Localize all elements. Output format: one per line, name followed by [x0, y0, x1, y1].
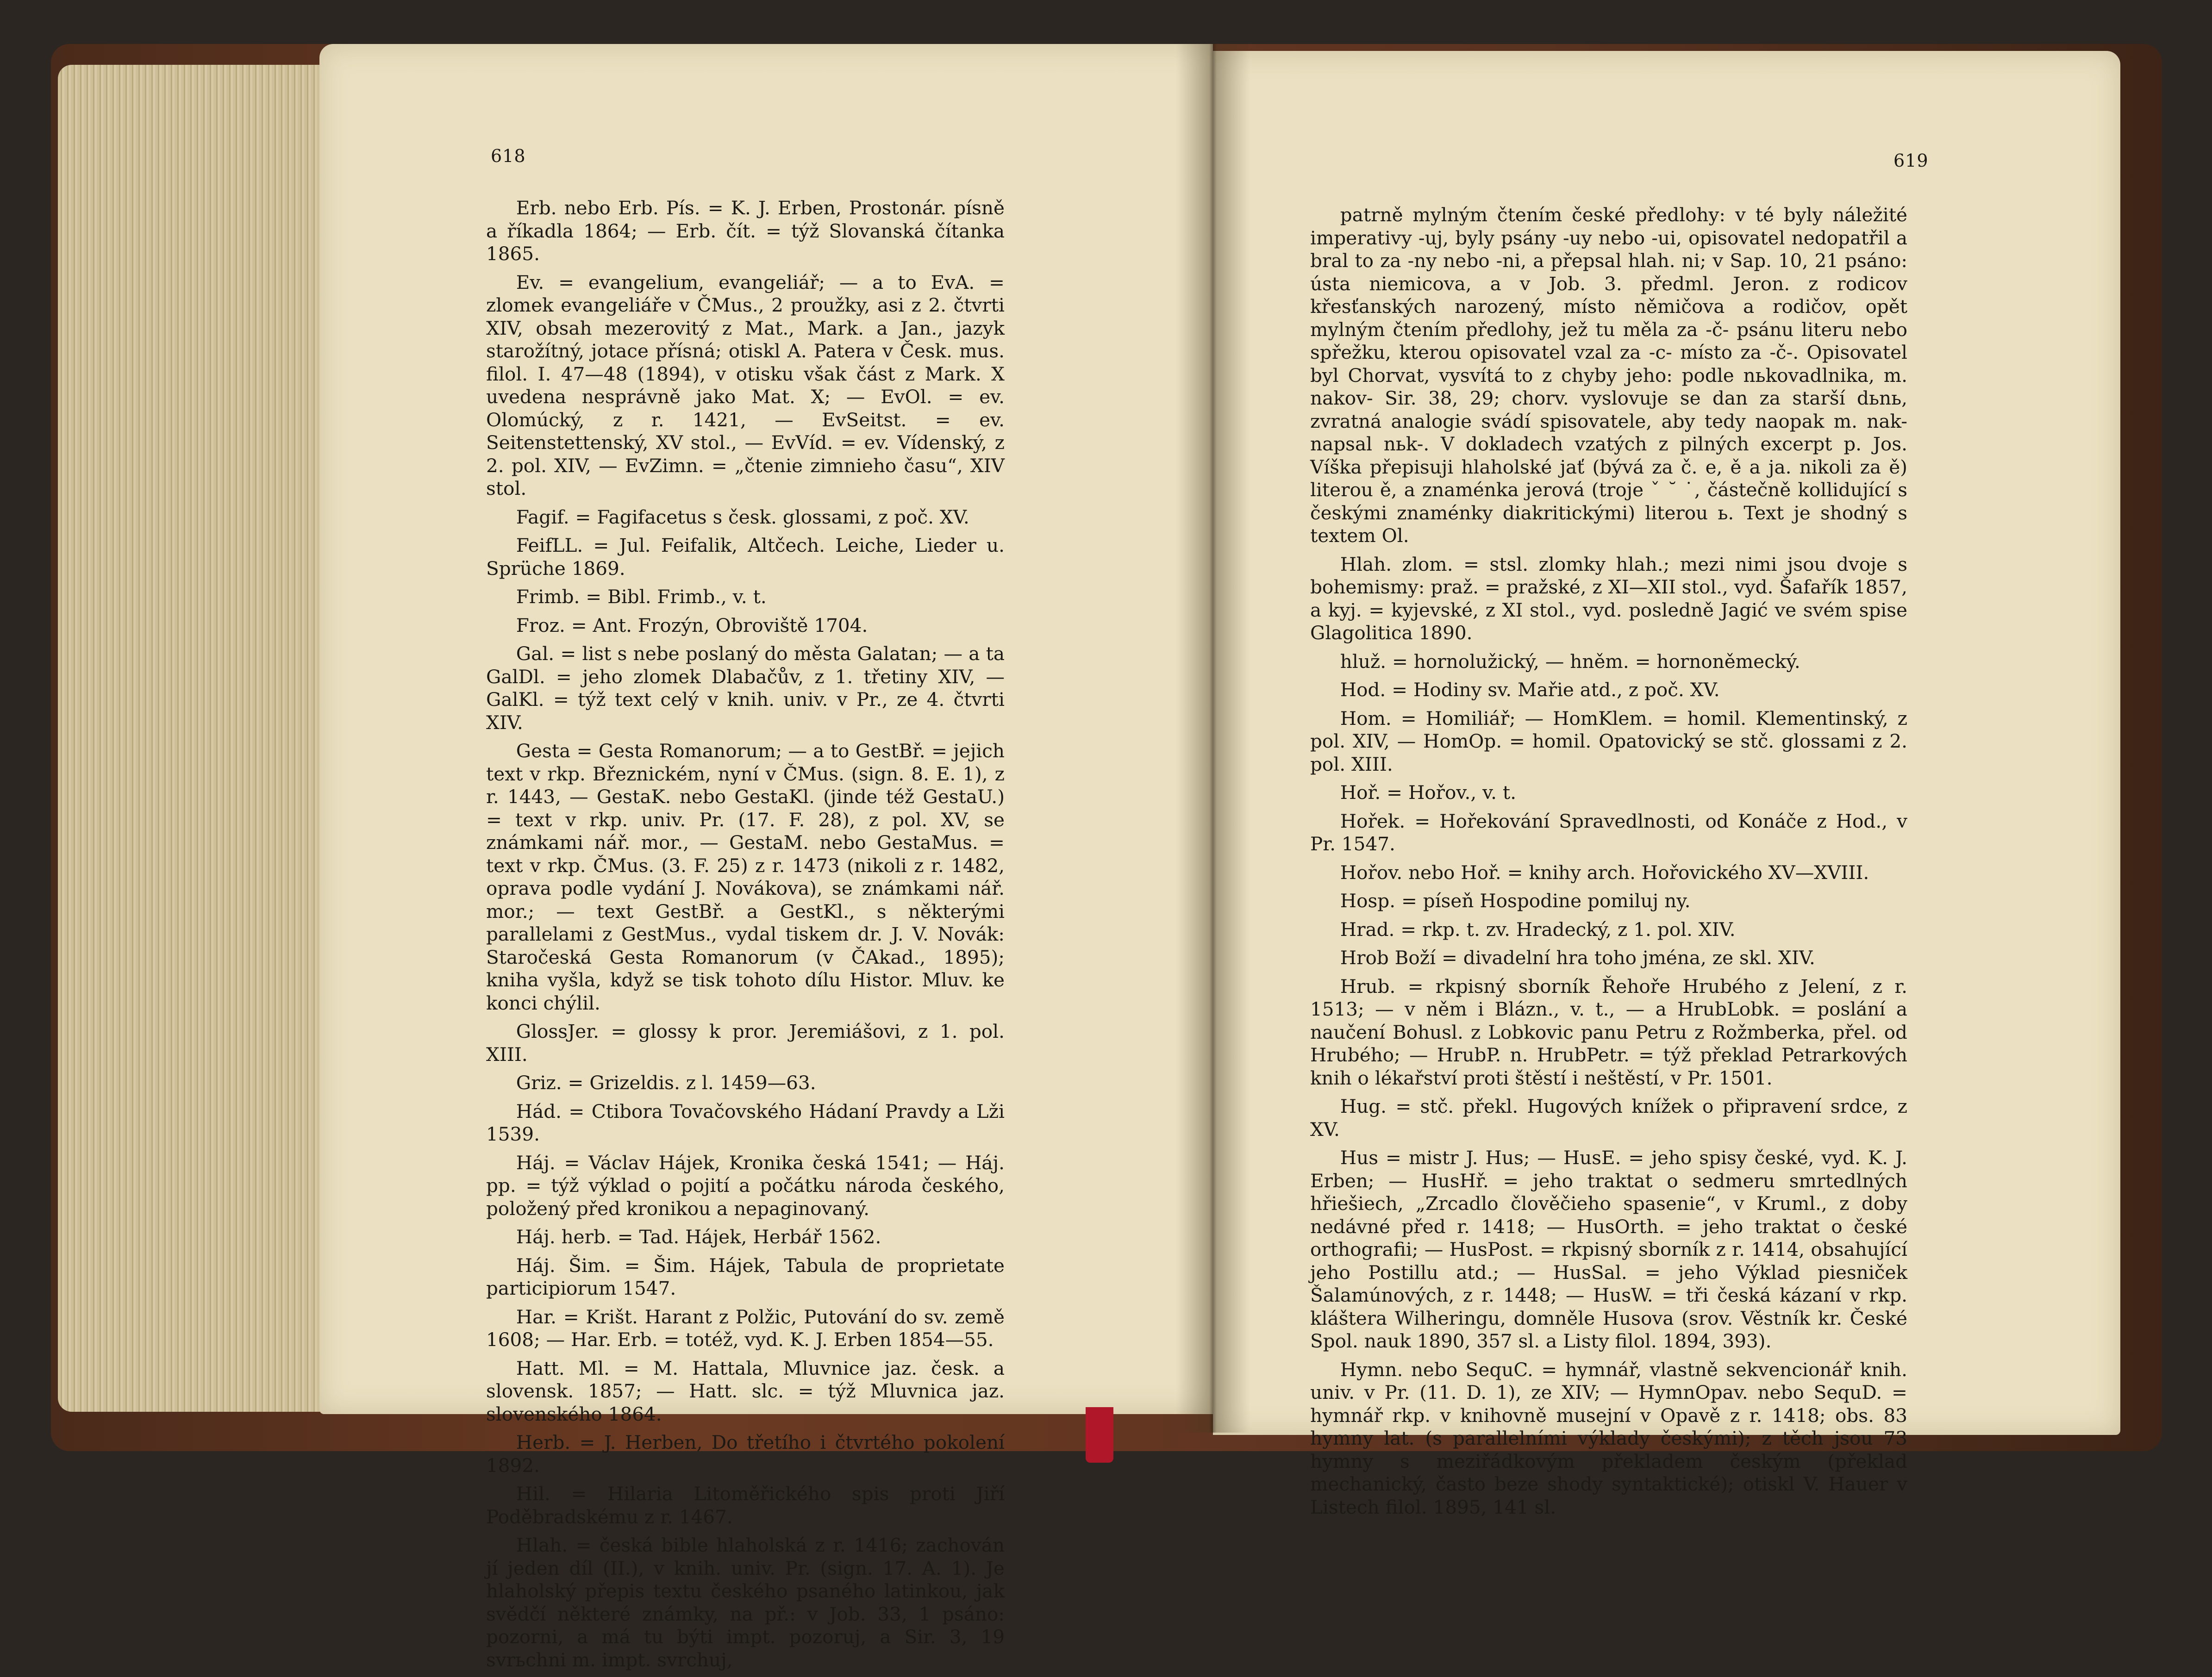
dictionary-entry: Háj. = Václav Hájek, Kronika česká 1541; — Háj. pp. = týž výklad o pojití a počátku národa českého, položený před kronikou a nepaginovaný. — [486, 1151, 1005, 1220]
dictionary-entry: Hrub. = rkpisný sborník Řehoře Hrubého z Jelení, z r. 1513; — v něm i Blázn., v. t., — a HrubLobk. = poslání a naučení Bohusl. z Lobkovic panu Petru z Rožmberka, přel. od Hrubého; — HrubP. n. HrubPetr. = týž překlad Petrarkových knih o lékařství proti štěstí i neštěstí, v Pr. 1501. — [1310, 975, 1907, 1089]
dictionary-entry: Erb. nebo Erb. Pís. = K. J. Erben, Prostonár. písně a říkadla 1864; — Erb. čít. = týž Slovanská čítanka 1865. — [486, 197, 1005, 265]
dictionary-entry: Hosp. = píseň Hospodine pomiluj ny. — [1340, 890, 1691, 912]
dictionary-entry: Ev. = evangelium, evangeliář; — a to EvA. = zlomek evangeliáře v ČMus., 2 proužky, asi z 2. čtvrti XIV, obsah mezerovitý z Mat., Mark. a Jan., jazyk starožítný, jotace přísná; otiskl A. Patera v Česk. mus. filol. I. 47—48 (1894), v otisku však část z Mark. X uvedena nesprávně jako Mat. X; — EvOl. = ev. Olomúcký, z r. 1421, — EvSeitst. = ev. Seitenstettenský, XV stol., — EvVíd. = ev. Vídenský, z 2. pol. XIV, — EvZimn. = „čtenie zimnieho času“, XIV stol. — [486, 271, 1005, 499]
dictionary-entry: Háj. herb. = Tad. Hájek, Herbář 1562. — [516, 1226, 881, 1248]
dictionary-entry: patrně mylným čtením české předlohy: v té byly náležité imperativy -uj, byly psány -uy nebo -ui, opisovatel nedopatřil a bral to za -ny nebo -ni, a přepsal hlah. ni; v Sap. 10, 21 psáno: ústa niemicova, a v Job. 3. předml. Jeron. z rodicov křesťanských narozený, místo němičova a rodičov, opět mylným čtením předlohy, jež tu měla za -č- psánu literu nebo spřežku, kterou opisovatel vzal za -c- místo za -č-. Opisovatel byl Chorvat, vysvítá to z chyby jeho: podle nьkovadlnika, m. nakov- Sir. 38, 29; chorv. vyslovuje se dan za starší dьnь, zvratná analogie svádí spisovatele, aby tedy naopak m. nak- napsal nьk-. V dokladech vzatých z pilných excerpt p. Jos. Víška přepisuji hlaholské jať (bývá za č. e, ě a ja. nikoli za ě) literou ě, a znaménka jerová (troje ˇ ˘ ˙, částečně kollidující s českými znaménky diakritickými) literou ь. Text je shodný s textem Ol. — [1310, 204, 1907, 547]
dictionary-entry: Hlah. = česká bible hlaholská z r. 1416; zachován jí jeden díl (II.), v knih. univ. Pr. (sign. 17. A. 1). Je hlaholský přepis textu českého psaného latinkou, jak svědčí některé známky, na př.: v Job. 33, 1 psáno: pozorni, a má tu býti impt. pozoruj, a Sir. 3, 19 svrьchni m. impt. svrchuj, — [486, 1534, 1005, 1671]
dictionary-entry: Hád. = Ctibora Tovačovského Hádaní Pravdy a Lži 1539. — [486, 1100, 1005, 1145]
dictionary-entry: hluž. = hornolužický, — hněm. = hornoněmecký. — [1340, 650, 1800, 673]
dictionary-entry: Griz. = Grizeldis. z l. 1459—63. — [516, 1072, 816, 1094]
dictionary-entry: Herb. = J. Herben, Do třetího i čtvrtého pokolení 1892. — [486, 1431, 1005, 1477]
dictionary-entry: Hořov. nebo Hoř. = knihy arch. Hořovického XV—XVIII. — [1340, 861, 1869, 884]
bookmark-ribbon — [1086, 1407, 1113, 1463]
dictionary-entry: Háj. Šim. = Šim. Hájek, Tabula de proprietate participiorum 1547. — [486, 1254, 1005, 1299]
dictionary-entry: Hom. = Homiliář; — HomKlem. = homil. Klementinský, z pol. XIV, — HomOp. = homil. Opatovický se stč. glossami z 2. pol. XIII. — [1310, 707, 1907, 775]
dictionary-entry: GlossJer. = glossy k pror. Jeremiášovi, z 1. pol. XIII. — [486, 1020, 1005, 1066]
text-column — [1310, 204, 1907, 1524]
dictionary-entry: Hrob Boží = divadelní hra toho jména, ze skl. XIV. — [1340, 947, 1815, 969]
dictionary-entry: Hrad. = rkp. t. zv. Hradecký, z 1. pol. XIV. — [1340, 918, 1736, 941]
dictionary-entry: Har. = Krišt. Harant z Polžic, Putování do sv. země 1608; — Har. Erb. = totéž, vyd. K. J. Erben 1854—55. — [486, 1305, 1005, 1351]
page-number: 619 — [1893, 150, 1929, 171]
page-edges — [58, 65, 336, 1412]
dictionary-entry: Hil. = Hilaria Litoměřického spis proti Jiří Poděbradskému z r. 1467. — [486, 1483, 1005, 1528]
dictionary-entry: Frimb. = Bibl. Frimb., v. t. — [516, 586, 767, 608]
dictionary-entry: Froz. = Ant. Frozýn, Obroviště 1704. — [516, 614, 868, 636]
dictionary-entry: Hug. = stč. překl. Hugových knížek o připravení srdce, z XV. — [1310, 1095, 1907, 1141]
dictionary-entry: Hlah. zlom. = stsl. zlomky hlah.; mezi nimi jsou dvoje s bohemismy: praž. = pražské, z XI—XII stol., vyd. Šafařík 1857, a kyj. = kyjevské, z XI stol., vyd. posledně Jagić ve svém spise Glagolitica 1890. — [1310, 553, 1907, 644]
dictionary-entry: Fagif. = Fagifacetus s česk. glossami, z poč. XV. — [516, 505, 969, 528]
dictionary-entry: Hatt. Ml. = M. Hattala, Mluvnice jaz. česk. a slovensk. 1857; — Hatt. slc. = týž Mluvnica jaz. slovenského 1864. — [486, 1357, 1005, 1425]
dictionary-entry: Hořek. = Hořekování Spravedlnosti, od Konáče z Hod., v Pr. 1547. — [1310, 810, 1907, 855]
left-page — [319, 44, 1213, 1671]
dictionary-entry: Gal. = list s nebe poslaný do města Galatan; — a ta GalDl. = jeho zlomek Dlabačův, z 1. třetiny XIV, — GalKl. = týž text celý v knih. univ. v Pr., ze 4. čtvrti XIV. — [486, 642, 1005, 734]
dictionary-entry: FeifLL. = Jul. Feifalik, Altčech. Leiche, Lieder u. Sprüche 1869. — [486, 534, 1005, 580]
dictionary-entry: Hymn. nebo SequC. = hymnář, vlastně sekvencionář knih. univ. v Pr. (11. D. 1), ze XIV; — HymnOpav. nebo SequD. = hymnář rkp. v knihovně musejní v Opavě z r. 1418; obs. 83 hymny lat. (s parallelními výklady českými); z těch jsou 73 hymny s meziřádkovým překladem českým (překlad mechanický, často beze shody syntaktické); otiskl V. Hauer v Listech filol. 1895, 141 sl. — [1310, 1358, 1907, 1518]
dictionary-entry: Hod. = Hodiny sv. Mařie atd., z poč. XV. — [1340, 679, 1720, 701]
dictionary-entry: Hus = mistr J. Hus; — HusE. = jeho spisy české, vyd. K. J. Erben; — HusHř. = jeho traktat o sedmeru smrtedlných hřiešiech, „Zrcadlo člověčieho spasenie“, v Kruml., z doby nedávné před r. 1418; — HusOrth. = jeho traktat o české orthografii; — HusPost. = rkpisný sborník z r. 1414, obsahující jeho Postillu atd.; — HusSal. = jeho Výklad piesniček Šalamúnových, z r. 1448; — HusW. = tři česká kázaní v rkp. kláštera Wilheringu, domněle Husova (srov. Věstník kr. České Spol. nauk 1890, 357 sl. a Listy filol. 1894, 393). — [1310, 1147, 1907, 1352]
page-number: 618 — [491, 146, 526, 166]
text-column — [486, 197, 1005, 1677]
book-gutter — [1176, 44, 1250, 1433]
dictionary-entry: Gesta = Gesta Romanorum; — a to GestBř. = jejich text v rkp. Březnickém, nyní v ČMus. (sign. 8. E. 1), z r. 1443, — GestaK. nebo GestaKl. (jinde též GestaU.) = text v rkp. univ. Pr. (17. F. 28), z pol. XV, se známkami nář. mor., — GestaM. nebo GestaMus. = text v rkp. ČMus. (3. F. 25) z r. 1473 (nikoli z r. 1482, oprava podle vydání J. Novákova), se známkami nář. mor.; — text GestBř. a GestKl., s některými parallelami z GestMus., vydal tiskem dr. J. V. Novák: Staročeská Gesta Romanorum (v ČAkad., 1895); kniha vyšla, když se tisk tohoto dílu Histor. Mluv. ke konci chýlil. — [486, 740, 1005, 1014]
right-page — [1213, 51, 2120, 1518]
dictionary-entry: Hoř. = Hořov., v. t. — [1340, 781, 1517, 804]
